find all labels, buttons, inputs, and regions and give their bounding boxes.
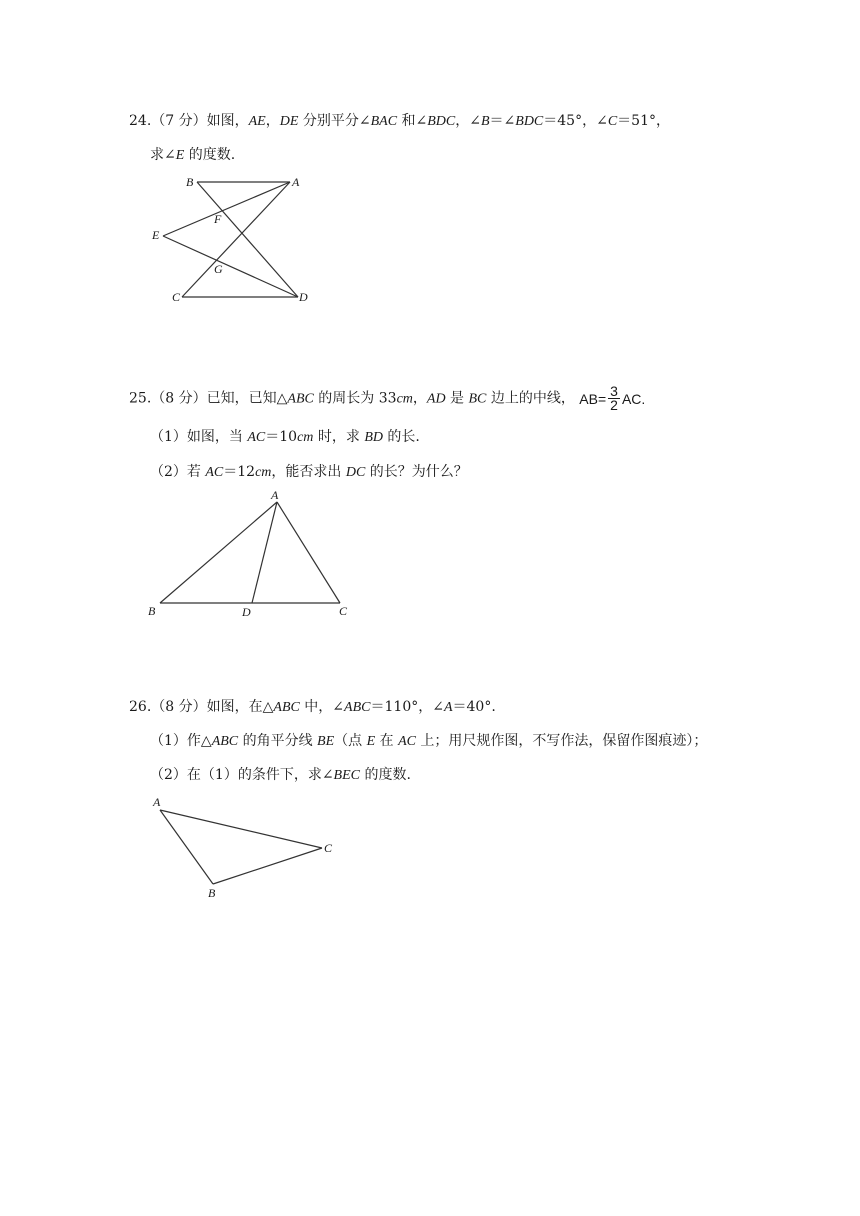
- q26-number: 26.: [129, 699, 152, 715]
- segment-ac: [160, 810, 322, 848]
- q24-text: DE: [279, 114, 299, 129]
- q24-text: ＝∠: [489, 113, 516, 129]
- q26-sub2: [150, 765, 411, 786]
- label-a: A: [153, 795, 161, 809]
- q26-sub1-text: 上；用尺规作图，不写作法，保留作图痕迹）；: [415, 733, 708, 749]
- label-a: A: [292, 175, 300, 189]
- q24-line2: [150, 145, 235, 166]
- segment-ab: [160, 502, 277, 603]
- label-d: D: [242, 605, 251, 619]
- formula-left: AB=: [579, 390, 607, 407]
- q24-text: 分别平分∠: [298, 113, 371, 129]
- q25-points: （8 分）: [151, 390, 207, 407]
- formula-numerator: 3: [610, 383, 618, 399]
- q26-line1: [129, 697, 496, 718]
- q24-text: 和∠: [397, 113, 428, 129]
- q24-text: 的度数.: [184, 147, 236, 163]
- q24-text: AE: [248, 114, 266, 129]
- label-d: D: [299, 290, 308, 304]
- q25-sub1-text: ＝10: [265, 429, 298, 445]
- q25-text: 已知，已知△: [206, 390, 288, 407]
- q26-sub1-text: BE: [317, 734, 335, 749]
- q26-sub1-text: AC: [398, 734, 416, 749]
- q25-sub1-text: 的长.: [382, 429, 420, 445]
- q24-number: 24.: [129, 113, 152, 129]
- q24-points: （7 分）: [151, 113, 207, 129]
- q24-text: B: [480, 114, 490, 129]
- q24-figure: [140, 170, 330, 315]
- q25-text: AD: [426, 391, 446, 407]
- q25-text: 的周长为 33: [313, 390, 397, 407]
- formula-denominator: 2: [610, 397, 618, 413]
- q26-points: （8 分）: [151, 699, 207, 715]
- q26-figure: [145, 793, 345, 903]
- q25-sub2-text: AC: [205, 465, 224, 480]
- q25-text: cm: [396, 391, 413, 407]
- label-b: B: [186, 175, 194, 189]
- q26-sub1-text: 在: [375, 733, 399, 749]
- q25-text: ，: [412, 390, 427, 407]
- q24-text: ，∠: [455, 113, 481, 129]
- q24-text: BAC: [370, 114, 398, 129]
- q26-sub1: [150, 731, 707, 752]
- segment-bc: [213, 848, 322, 884]
- segment-ac: [277, 502, 340, 603]
- q25-text: 边上的中线，: [486, 390, 575, 407]
- q25-sub2-text: ，能否求出: [271, 464, 346, 480]
- q24-text: BDC: [427, 114, 456, 129]
- label-b: B: [208, 886, 216, 900]
- q26-sub1-text: （点: [334, 733, 367, 749]
- q25-sub2-text: DC: [345, 465, 366, 480]
- q24-text: 如图，: [206, 113, 249, 129]
- q26-text: ABC: [344, 700, 371, 715]
- q25-sub2-text: ＝12: [223, 464, 256, 480]
- q25-sub1-text: 时，求: [313, 429, 365, 445]
- q25-sub1-text: AC: [247, 430, 266, 445]
- q26-text: 如图，在△: [206, 699, 274, 715]
- q26-text: A: [443, 700, 453, 715]
- q25-number: 25.: [129, 390, 152, 407]
- q26-text: ＝40°.: [452, 699, 496, 715]
- q26-text: 中，∠: [299, 699, 345, 715]
- label-c: C: [172, 290, 181, 304]
- q26-sub2-text: BEC: [333, 768, 360, 783]
- q25-formula: [579, 385, 645, 412]
- q25-figure: [140, 482, 365, 622]
- formula-right: AC.: [621, 390, 646, 407]
- q26-sub1-text: （1）作△: [150, 733, 212, 749]
- q25-text: ABC: [287, 391, 314, 407]
- q25-sub1-text: （1）如图，当: [150, 429, 248, 445]
- q25-text: BC: [468, 391, 487, 407]
- q26-sub1-text: 的角平分线: [238, 733, 318, 749]
- segment-bd: [197, 182, 298, 297]
- q25-sub2: [150, 462, 468, 483]
- q25-sub1: [150, 427, 420, 448]
- segment-ad: [252, 502, 277, 603]
- q24-line1: [129, 111, 670, 132]
- q26-sub2-text: 的度数.: [360, 767, 411, 783]
- label-c: C: [339, 604, 348, 618]
- q24-text: BDC: [515, 114, 544, 129]
- label-e: E: [152, 228, 160, 242]
- label-f: F: [214, 212, 222, 226]
- q24-text: C: [607, 114, 618, 129]
- segment-ea: [163, 182, 290, 236]
- label-g: G: [214, 262, 223, 276]
- label-a: A: [271, 488, 279, 502]
- label-c: C: [324, 841, 333, 855]
- q25-sub1-text: cm: [297, 430, 314, 445]
- segment-ac: [182, 182, 290, 297]
- q26-text: ABC: [273, 700, 300, 715]
- q25-sub2-text: 的长？为什么？: [365, 464, 468, 480]
- q25-sub1-text: BD: [364, 430, 383, 445]
- q26-sub1-text: E: [366, 734, 376, 749]
- q25-sub2-text: （2）若: [150, 464, 206, 480]
- q24-text: ＝51°，: [617, 113, 670, 129]
- q26-sub2-text: （2）在（1）的条件下，求∠: [150, 767, 334, 783]
- q26-text: ＝110°，∠: [370, 699, 444, 715]
- q24-text: ＝45°，∠: [543, 113, 608, 129]
- formula-fraction: [608, 385, 620, 412]
- q24-text: ，: [265, 113, 280, 129]
- q25-line1: [129, 385, 645, 412]
- q25-sub2-text: cm: [255, 465, 272, 480]
- q24-text: E: [175, 148, 185, 163]
- q26-sub1-text: ABC: [211, 734, 239, 749]
- label-b: B: [148, 604, 156, 618]
- q24-text: 求∠: [150, 147, 176, 163]
- q25-text: 是: [445, 390, 469, 407]
